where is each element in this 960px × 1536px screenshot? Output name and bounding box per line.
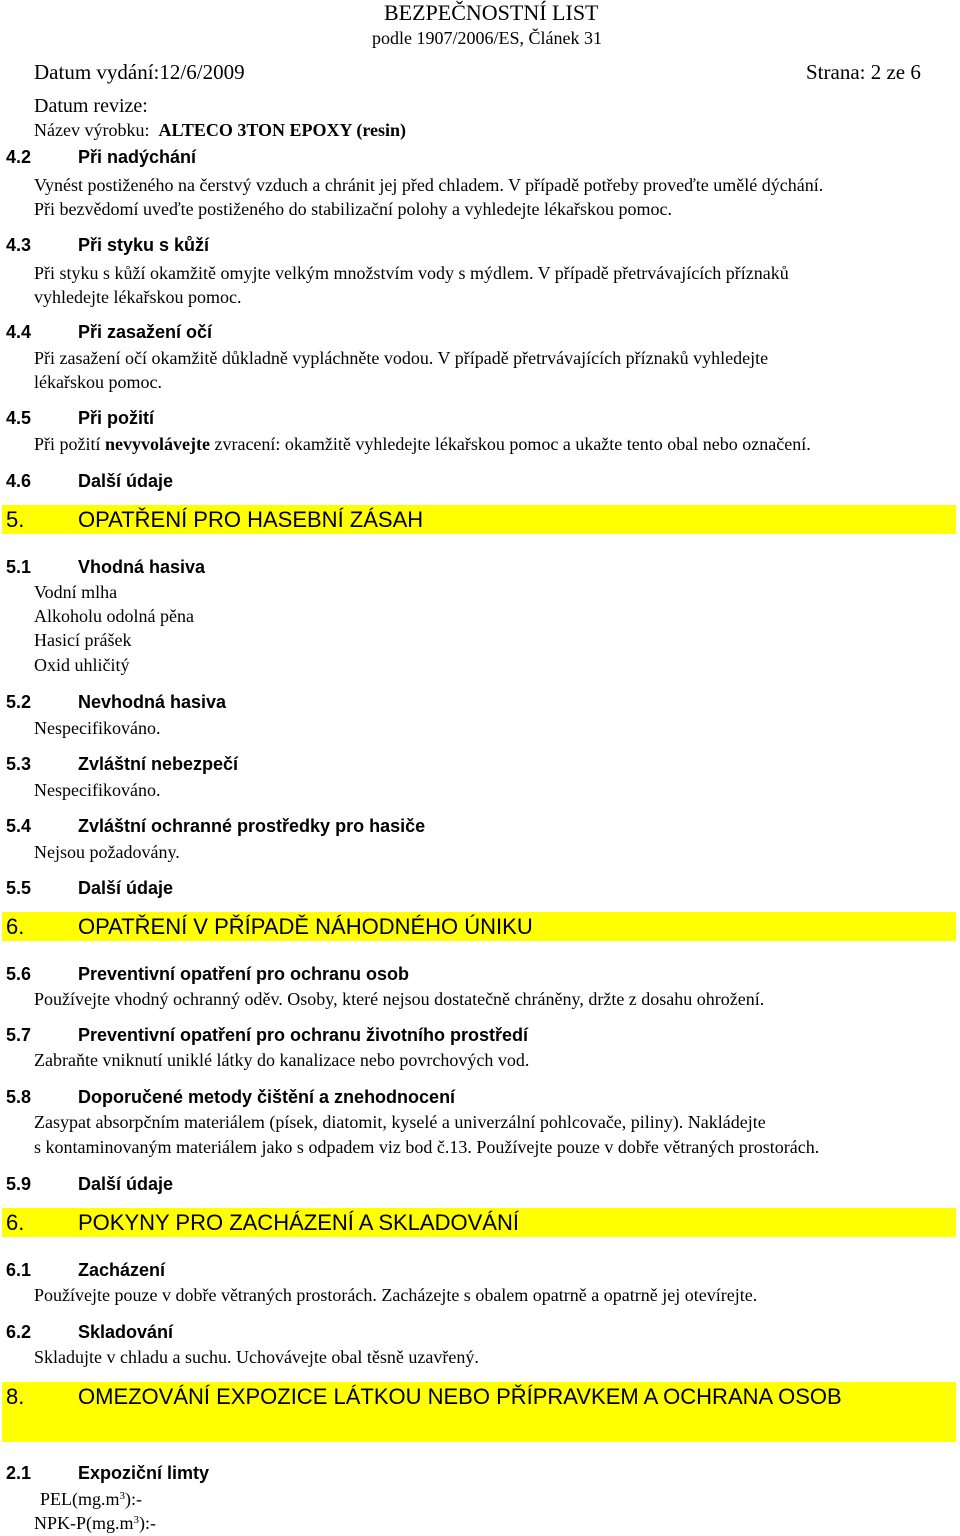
chapter-band-6-handling-storage <box>2 1208 956 1237</box>
list-item: Vodní mlha <box>34 582 118 602</box>
section-title: Zvláštní ochranné prostředky pro hasiče <box>78 816 426 836</box>
section-heading-5-2 <box>6 691 226 713</box>
section-text-line: Používejte pouze v dobře větraných prostorách. Zacházejte s obalem opatrně a opatrně jej otevírejte. <box>34 1285 758 1305</box>
section-heading-6-1 <box>6 1259 165 1281</box>
section-heading-5-3 <box>6 753 238 775</box>
chapter-number: 8. <box>6 1384 25 1409</box>
section-title: Doporučené metody čištění a znehodnocení <box>78 1087 456 1107</box>
section-number: 5.2 <box>6 692 32 712</box>
section-text-line: Nejsou požadovány. <box>34 842 180 862</box>
chapter-number: 6. <box>6 1210 25 1235</box>
section-number: 5.3 <box>6 754 32 774</box>
chapter-title: OPATŘENÍ V PŘÍPADĚ NÁHODNÉHO ÚNIKU <box>78 914 533 939</box>
chapter-title: OMEZOVÁNÍ EXPOZICE LÁTKOU NEBO PŘÍPRAVKEM A OCHRANA OSOB <box>78 1384 842 1409</box>
text-fragment: NPK-P(mg.m <box>34 1513 134 1533</box>
section-number: 5.6 <box>6 964 32 984</box>
text-fragment: zvracení: okamžitě vyhledejte lékařskou pomoc a ukažte tento obal nebo označení. <box>209 434 811 454</box>
section-text-line: Nespecifikováno. <box>34 718 161 738</box>
chapter-number: 6. <box>6 914 25 939</box>
section-number: 6.2 <box>6 1322 32 1342</box>
product-name: ALTECO 3TON EPOXY (resin) <box>158 120 407 140</box>
list-item: Oxid uhličitý <box>34 655 130 675</box>
section-number: 4.2 <box>6 147 32 167</box>
section-title: Vhodná hasiva <box>78 557 206 577</box>
section-heading-5-1 <box>6 556 205 578</box>
section-title: Preventivní opatření pro ochranu životního prostředí <box>78 1025 529 1045</box>
pel-limit <box>40 1487 142 1512</box>
section-number: 6.1 <box>6 1260 32 1280</box>
section-heading-5-9 <box>6 1173 173 1195</box>
text-fragment: PEL(mg.m <box>40 1489 120 1509</box>
superscript: 3 <box>133 1514 140 1526</box>
section-title: Zacházení <box>78 1260 166 1280</box>
section-number: 5.5 <box>6 878 32 898</box>
issue-date-value: 12/6/2009 <box>159 60 245 84</box>
list-item: Alkoholu odolná pěna <box>34 606 194 626</box>
section-text-line: Používejte vhodný ochranný oděv. Osoby, které nejsou dostatečně chráněny, držte z dosahu ohrožení. <box>34 989 765 1009</box>
issue-date-label: Datum vydání: <box>34 60 160 84</box>
section-number: 2.1 <box>6 1463 32 1483</box>
regulation-reference: podle 1907/2006/ES, Článek 31 <box>372 28 602 48</box>
page-indicator: Strana: 2 ze 6 <box>806 60 921 84</box>
section-title: Při styku s kůží <box>78 235 210 255</box>
section-number: 5.7 <box>6 1025 32 1045</box>
product-label: Název výrobku: <box>34 120 150 140</box>
chapter-number: 5. <box>6 507 25 532</box>
document-title: BEZPEČNOSTNÍ LIST <box>384 0 599 25</box>
text-fragment: ):- <box>139 1513 157 1533</box>
section-heading-5-8 <box>6 1086 455 1108</box>
chapter-title: POKYNY PRO ZACHÁZENÍ A SKLADOVÁNÍ <box>78 1210 519 1235</box>
section-title: Preventivní opatření pro ochranu osob <box>78 964 410 984</box>
section-text-line: Při bezvědomí uveďte postiženého do stabilizační polohy a vyhledejte lékařskou pomoc. <box>34 199 672 219</box>
section-text-line: Při zasažení očí okamžitě důkladně vypláchněte vodou. V případě přetrvávajících příznaků vyhledejte <box>34 348 769 368</box>
section-title: Expoziční limty <box>78 1463 210 1483</box>
revision-date-label: Datum revize: <box>34 95 148 117</box>
section-text-line <box>34 432 811 457</box>
section-text-line: s kontaminovaným materiálem jako s odpadem viz bod č.13. Používejte pouze v dobře větraných prostorách. <box>34 1137 820 1157</box>
section-text-line: Nespecifikováno. <box>34 780 161 800</box>
section-text-line: Zasypat absorpčním materiálem (písek, diatomit, kyselé a univerzální pohlcovače, piliny). Nakládejte <box>34 1112 766 1132</box>
text-emphasis: nevyvolávejte <box>105 434 210 454</box>
text-fragment: ):- <box>125 1489 142 1509</box>
section-heading-4-3 <box>6 234 209 256</box>
superscript: 3 <box>119 1490 125 1502</box>
section-number: 4.6 <box>6 471 32 491</box>
section-title: Další údaje <box>78 471 174 491</box>
text-fragment: Při požití <box>34 434 105 454</box>
chapter-band-8 <box>2 1382 956 1442</box>
npk-limit <box>34 1511 156 1536</box>
section-heading-5-4 <box>6 815 425 837</box>
section-title: Při nadýchání <box>78 147 197 167</box>
section-heading-4-4 <box>6 321 212 343</box>
section-heading-5-6 <box>6 963 409 985</box>
section-heading-4-5 <box>6 407 154 429</box>
section-title: Další údaje <box>78 1174 174 1194</box>
section-number: 4.3 <box>6 235 32 255</box>
chapter-band-5 <box>2 505 956 534</box>
section-text-line: lékařskou pomoc. <box>34 372 162 392</box>
section-heading-2-1 <box>6 1462 209 1484</box>
section-title: Další údaje <box>78 878 174 898</box>
section-number: 5.4 <box>6 816 32 836</box>
section-title: Při zasažení očí <box>78 322 213 342</box>
section-title: Nevhodná hasiva <box>78 692 227 712</box>
product-row <box>34 119 406 141</box>
section-text-line: Zabraňte vniknutí uniklé látky do kanalizace nebo povrchových vod. <box>34 1050 530 1070</box>
section-number: 4.4 <box>6 322 32 342</box>
issue-date-row <box>34 59 245 85</box>
section-title: Skladování <box>78 1322 174 1342</box>
section-text-line: Vynést postiženého na čerstvý vzduch a chránit jej před chladem. V případě potřeby proveďte umělé dýchání. <box>34 175 824 195</box>
section-heading-4-6 <box>6 470 173 492</box>
list-item: Hasicí prášek <box>34 630 132 650</box>
section-heading-6-2 <box>6 1321 173 1343</box>
chapter-band-6-accidental-release <box>2 912 956 941</box>
section-text-line: Při styku s kůží okamžitě omyjte velkým množstvím vody s mýdlem. V případě přetrvávajících příznaků <box>34 263 789 283</box>
section-text-line: vyhledejte lékařskou pomoc. <box>34 287 242 307</box>
section-heading-5-7 <box>6 1024 528 1046</box>
chapter-title: OPATŘENÍ PRO HASEBNÍ ZÁSAH <box>78 507 424 532</box>
section-number: 5.1 <box>6 557 32 577</box>
section-title: Zvláštní nebezpečí <box>78 754 239 774</box>
section-text-line: Skladujte v chladu a suchu. Uchovávejte obal těsně uzavřený. <box>34 1347 479 1367</box>
section-number: 5.8 <box>6 1087 32 1107</box>
section-number: 5.9 <box>6 1174 32 1194</box>
section-heading-4-2 <box>6 146 196 168</box>
section-title: Při požití <box>78 408 154 428</box>
section-heading-5-5 <box>6 877 173 899</box>
section-number: 4.5 <box>6 408 32 428</box>
